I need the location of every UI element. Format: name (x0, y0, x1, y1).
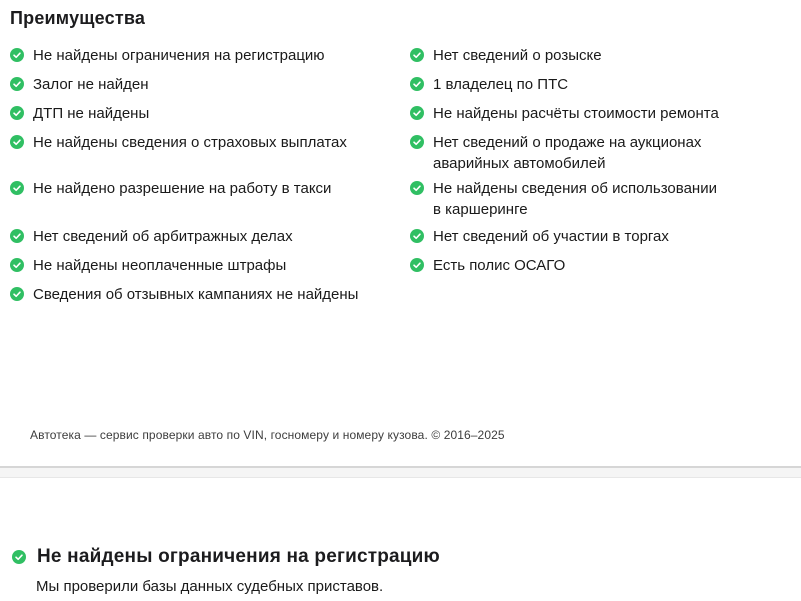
advantage-item (10, 132, 410, 153)
detail-section-header (12, 546, 791, 568)
check-circle-icon (410, 135, 424, 149)
check-circle-icon (10, 181, 24, 195)
detail-section-description: Мы проверили базы данных судебных приставов. (36, 578, 384, 595)
check-circle-icon (10, 229, 24, 243)
advantages-row (10, 284, 801, 313)
check-circle-icon (10, 48, 24, 62)
advantage-item (410, 255, 770, 276)
advantage-item (410, 226, 770, 247)
advantage-text: Не найдено разрешение на работу в такси (33, 180, 332, 197)
advantage-text: Сведения об отзывных кампаниях не найдены (33, 286, 359, 303)
advantage-item (10, 255, 410, 276)
check-circle-icon (410, 48, 424, 62)
detail-section (12, 546, 791, 597)
advantages-row (10, 226, 801, 255)
advantage-text: Не найдены ограничения на регистрацию (33, 47, 325, 64)
advantages-row (10, 132, 801, 178)
advantage-text: Нет сведений об арбитражных делах (33, 228, 293, 245)
check-circle-icon (10, 287, 24, 301)
advantage-text: Есть полис ОСАГО (433, 257, 566, 274)
advantage-item (410, 45, 770, 66)
advantage-item (10, 284, 410, 305)
check-circle-icon (10, 77, 24, 91)
advantages-row (10, 45, 801, 74)
advantage-text: Залог не найден (33, 76, 149, 93)
check-circle-icon (10, 258, 24, 272)
footer-copyright: Автотека — сервис проверки авто по VIN, госномеру и номеру кузова. © 2016–2025 (30, 428, 505, 442)
check-circle-icon (10, 135, 24, 149)
advantage-item (410, 103, 770, 124)
advantage-text: Нет сведений о продаже на аукционах аварийных автомобилей (433, 134, 702, 172)
advantage-item (10, 226, 410, 247)
advantage-text: Нет сведений об участии в торгах (433, 228, 669, 245)
check-circle-icon (10, 106, 24, 120)
check-circle-icon (410, 106, 424, 120)
check-circle-icon (410, 258, 424, 272)
advantages-row (10, 178, 801, 226)
advantage-text: ДТП не найдены (33, 105, 150, 122)
advantage-item (410, 178, 770, 220)
check-circle-icon (12, 550, 26, 564)
check-circle-icon (410, 229, 424, 243)
advantage-text: Нет сведений о розыске (433, 47, 602, 64)
check-circle-icon (410, 77, 424, 91)
advantages-list (10, 45, 801, 313)
advantage-text: Не найдены неоплаченные штрафы (33, 257, 287, 274)
advantage-item (10, 74, 410, 95)
advantage-text: Не найдены расчёты стоимости ремонта (433, 105, 719, 122)
advantage-text: 1 владелец по ПТС (433, 76, 569, 93)
section-divider (0, 466, 801, 478)
detail-section-title: Не найдены ограничения на регистрацию (37, 546, 440, 567)
advantages-row (10, 255, 801, 284)
advantage-item (410, 132, 770, 174)
advantage-item (10, 45, 410, 66)
advantage-text: Не найдены сведения об использовании в каршеринге (433, 180, 717, 218)
advantage-item (10, 103, 410, 124)
advantages-row (10, 103, 801, 132)
advantages-row (10, 74, 801, 103)
advantage-item (10, 178, 410, 199)
page-title: Преимущества (10, 8, 146, 28)
check-circle-icon (410, 181, 424, 195)
advantage-text: Не найдены сведения о страховых выплатах (33, 134, 347, 151)
advantage-item (410, 74, 770, 95)
